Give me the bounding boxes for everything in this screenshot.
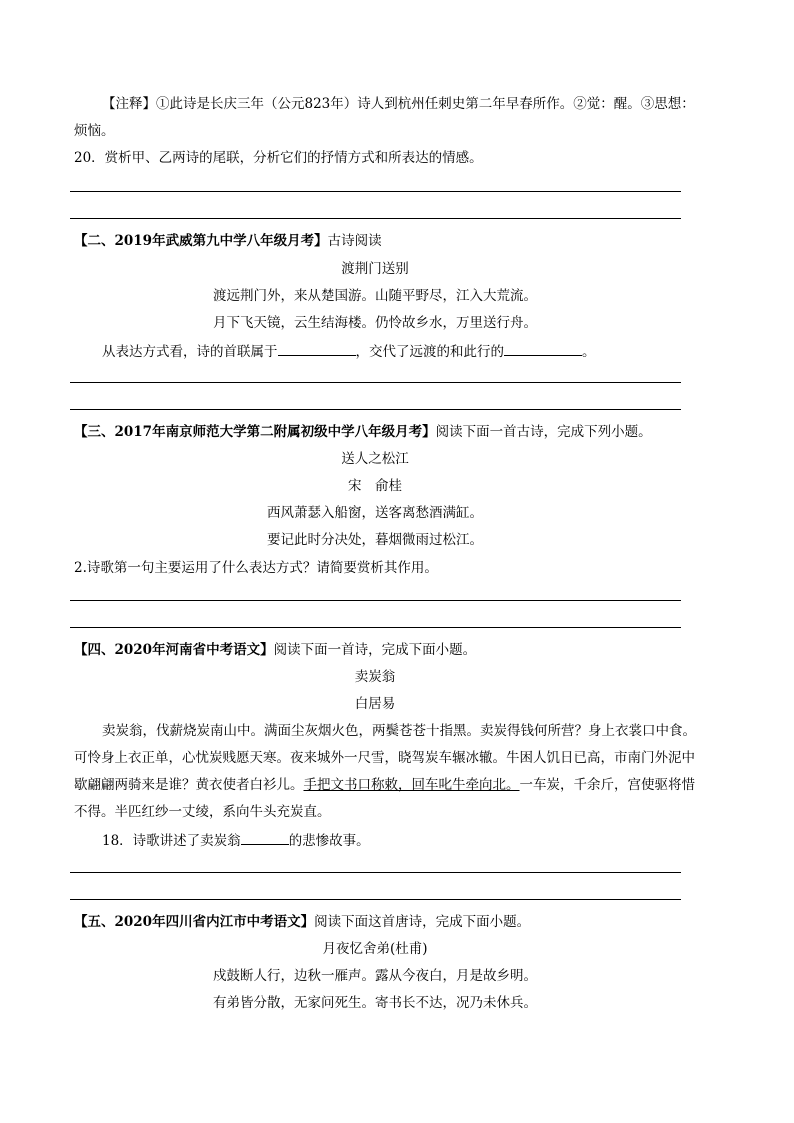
answer-line: [70, 409, 681, 410]
fill-blank[interactable]: [278, 341, 356, 356]
poem-paragraph: 卖炭翁，伐薪烧炭南山中。满面尘灰烟火色，两鬓苍苍十指黑。卖炭得钱何所营？身上衣裳口中食。: [102, 723, 696, 739]
answer-line: [70, 191, 681, 192]
answer-line: [70, 218, 681, 219]
answer-line: [70, 899, 681, 900]
poem-line: 要记此时分决处，暮烟微雨过松江。: [267, 532, 483, 548]
poem-line: 有弟皆分散，无家问死生。寄书长不达，况乃未休兵。: [213, 995, 537, 1011]
section-4-question: 18．诗歌讲述了卖炭翁 的悲惨故事。: [102, 830, 370, 850]
fill-blank[interactable]: [504, 341, 582, 356]
section-5-header: [74, 913, 530, 931]
poem-title: 渡荆门送别: [341, 261, 409, 277]
poem-line: 渡远荆门外，来从楚国游。山随平野尽，江入大荒流。: [213, 288, 537, 304]
poem-paragraph: 不得。半匹红纱一丈绫，系向牛头充炭直。: [74, 804, 331, 820]
section-2-header: [74, 232, 382, 250]
fill-blank[interactable]: [241, 830, 289, 845]
annotation-note-line1: 【注释】①此诗是长庆三年（公元823年）诗人到杭州任刺史第二年早春所作。②觉：醒。③思想：: [102, 96, 695, 112]
section-3-instruction: 阅读下面一首古诗，完成下列小题。: [435, 424, 652, 440]
answer-line: [70, 382, 681, 383]
poem-author: 白居易: [354, 696, 396, 712]
section-3-header: [74, 423, 652, 441]
answer-line: [70, 600, 681, 601]
poem-paragraph: 可怜身上衣正单，心忧炭贱愿天寒。夜来城外一尺雪，晓驾炭车辗冰辙。牛困人饥日已高，市南门外泥中: [74, 750, 695, 766]
section-3-question: 2.诗歌第一句主要运用了什么表达方式？请简要赏析其作用。: [74, 560, 438, 576]
section-5-instruction: 阅读下面这首唐诗，完成下面小题。: [314, 914, 531, 930]
poem-author: 宋 俞桂: [348, 478, 402, 494]
section-2-source: 【二、2019年武威第九中学八年级月考】: [74, 233, 328, 249]
poem-title: 送人之松江: [341, 451, 409, 467]
underlined-phrase: 手把文书口称敕，回车叱牛牵向北。: [303, 777, 520, 793]
poem-line: 戍鼓断人行，边秋一雁声。露从今夜白，月是故乡明。: [213, 968, 537, 984]
poem-line: 西风萧瑟入船窗，送客离愁酒满缸。: [267, 505, 483, 521]
answer-line: [70, 872, 681, 873]
section-4-source: 【四、2020年河南省中考语文】: [74, 642, 274, 658]
question-20: 20．赏析甲、乙两诗的尾联，分析它们的抒情方式和所表达的情感。: [74, 150, 483, 166]
poem-paragraph: 歇翩翩两骑来是谁？黄衣使者白衫儿。手把文书口称敕，回车叱牛牵向北。一车炭，千余斤，宫使驱将惜: [74, 777, 695, 793]
poem-line: 月下飞天镜，云生结海楼。仍怜故乡水，万里送行舟。: [213, 315, 537, 331]
annotation-note-line2: 烦恼。: [74, 123, 115, 139]
section-5-source: 【五、2020年四川省内江市中考语文】: [74, 914, 315, 930]
section-4-instruction: 阅读下面一首诗，完成下面小题。: [273, 642, 477, 658]
section-3-source: 【三、2017年南京师范大学第二附属初级中学八年级月考】: [74, 424, 436, 440]
section-4-header: [74, 641, 476, 659]
answer-line: [70, 627, 681, 628]
section-2-question: 从表达方式看，诗的首联属于 ，交代了远渡的和此行的 。: [102, 341, 596, 361]
poem-title: 卖炭翁: [354, 669, 396, 685]
section-2-instruction: 古诗阅读: [327, 233, 382, 249]
poem-title: 月夜忆舍弟(杜甫): [322, 941, 428, 957]
